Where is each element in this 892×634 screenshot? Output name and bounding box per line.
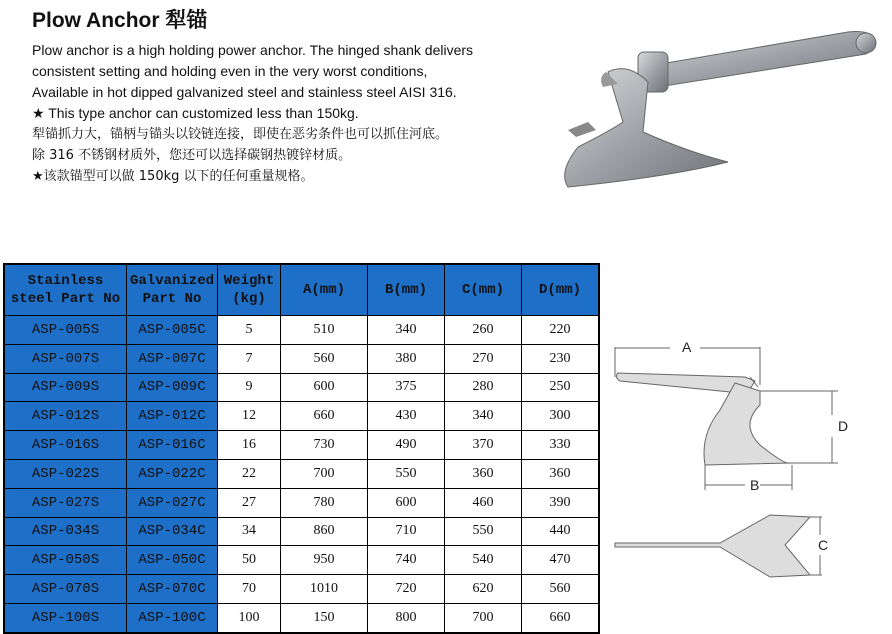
table-cell: 390 xyxy=(522,488,600,517)
dimension-diagram xyxy=(610,325,890,585)
table-cell: ASP-050S xyxy=(4,546,127,575)
table-cell: ASP-007S xyxy=(4,344,127,373)
header-weight: Weight (kg) xyxy=(218,264,281,316)
desc-cn-line-3: ★该款锚型可以做 150kg 以下的任何重量规格。 xyxy=(32,169,314,184)
table-header-row xyxy=(4,264,599,316)
table-cell: 9 xyxy=(218,373,281,402)
table-cell: 7 xyxy=(218,344,281,373)
page-title: Plow Anchor 犁锚 xyxy=(32,9,208,32)
table-cell: 280 xyxy=(445,373,522,402)
table-cell: 780 xyxy=(281,488,368,517)
table-cell: 270 xyxy=(445,344,522,373)
table-cell: 5 xyxy=(218,316,281,345)
table-cell: 490 xyxy=(368,431,445,460)
table-cell: ASP-027C xyxy=(127,488,218,517)
table-cell: 800 xyxy=(368,603,445,632)
table-cell: ASP-070S xyxy=(4,575,127,604)
description xyxy=(32,40,477,187)
table-cell: 440 xyxy=(522,517,600,546)
table-cell: 430 xyxy=(368,402,445,431)
table-row xyxy=(4,488,599,517)
anchor-photo xyxy=(548,12,888,192)
table-row xyxy=(4,344,599,373)
table-cell: 720 xyxy=(368,575,445,604)
table-cell: 340 xyxy=(368,316,445,345)
table-cell: 340 xyxy=(445,402,522,431)
header-a: A(mm) xyxy=(281,264,368,316)
table-cell: 560 xyxy=(522,575,600,604)
table-cell: ASP-070C xyxy=(127,575,218,604)
table-cell: 150 xyxy=(281,603,368,632)
header-stainless: Stainless steel Part No xyxy=(4,264,127,316)
table-cell: ASP-012C xyxy=(127,402,218,431)
table-cell: 950 xyxy=(281,546,368,575)
table-row xyxy=(4,316,599,345)
table-row xyxy=(4,459,599,488)
table-cell: 660 xyxy=(281,402,368,431)
table-cell: 50 xyxy=(218,546,281,575)
table-cell: ASP-007C xyxy=(127,344,218,373)
header-galvanized: Galvanized Part No xyxy=(127,264,218,316)
table-cell: 370 xyxy=(445,431,522,460)
table-cell: ASP-009C xyxy=(127,373,218,402)
table-cell: 16 xyxy=(218,431,281,460)
header-c: C(mm) xyxy=(445,264,522,316)
table-cell: 260 xyxy=(445,316,522,345)
table-row xyxy=(4,402,599,431)
table-cell: 620 xyxy=(445,575,522,604)
desc-cn-line-1: 犁锚抓力大，锚柄与锚头以铰链连接，即使在恶劣条件也可以抓住河底。 xyxy=(32,127,449,142)
table-cell: 22 xyxy=(218,459,281,488)
table-cell: ASP-022C xyxy=(127,459,218,488)
table-cell: 510 xyxy=(281,316,368,345)
table-cell: 700 xyxy=(445,603,522,632)
table-cell: ASP-012S xyxy=(4,402,127,431)
table-cell: ASP-100S xyxy=(4,603,127,632)
label-d: D xyxy=(838,418,849,434)
table-cell: ASP-100C xyxy=(127,603,218,632)
table-cell: 550 xyxy=(368,459,445,488)
desc-en-line-4: ★ This type anchor can customized less than 150kg. xyxy=(32,105,359,121)
header-d: D(mm) xyxy=(522,264,600,316)
label-c: C xyxy=(818,537,829,553)
table-cell: 860 xyxy=(281,517,368,546)
table-cell: 540 xyxy=(445,546,522,575)
table-cell: 600 xyxy=(368,488,445,517)
table-cell: 660 xyxy=(522,603,600,632)
table-cell: 550 xyxy=(445,517,522,546)
table-cell: 700 xyxy=(281,459,368,488)
table-row xyxy=(4,603,599,632)
table-cell: 27 xyxy=(218,488,281,517)
header-b: B(mm) xyxy=(368,264,445,316)
table-cell: 12 xyxy=(218,402,281,431)
table-cell: ASP-016C xyxy=(127,431,218,460)
table-row xyxy=(4,575,599,604)
table-cell: 375 xyxy=(368,373,445,402)
desc-cn-line-2: 除 316 不锈钢材质外，您还可以选择碳钢热镀锌材质。 xyxy=(32,148,352,163)
table-cell: 360 xyxy=(445,459,522,488)
table-row xyxy=(4,431,599,460)
desc-en-line-1: Plow anchor is a high holding power anchor. The hinged shank delivers xyxy=(32,42,474,58)
table-cell: 710 xyxy=(368,517,445,546)
table-cell: 100 xyxy=(218,603,281,632)
table-cell: 730 xyxy=(281,431,368,460)
table-cell: 470 xyxy=(522,546,600,575)
table-cell: 460 xyxy=(445,488,522,517)
table-cell: 70 xyxy=(218,575,281,604)
table-cell: 600 xyxy=(281,373,368,402)
table-cell: 300 xyxy=(522,402,600,431)
label-a: A xyxy=(682,339,692,355)
table-cell: 34 xyxy=(218,517,281,546)
table-cell: ASP-016S xyxy=(4,431,127,460)
table-cell: ASP-034S xyxy=(4,517,127,546)
table-cell: ASP-050C xyxy=(127,546,218,575)
table-cell: 1010 xyxy=(281,575,368,604)
table-cell: 360 xyxy=(522,459,600,488)
table-row xyxy=(4,517,599,546)
desc-en-line-2: consistent setting and holding even in the very worst conditions, xyxy=(32,63,428,79)
table-cell: 740 xyxy=(368,546,445,575)
table-cell: ASP-009S xyxy=(4,373,127,402)
table-row xyxy=(4,546,599,575)
table-cell: ASP-027S xyxy=(4,488,127,517)
spec-table xyxy=(3,263,600,634)
table-cell: 560 xyxy=(281,344,368,373)
table-cell: 220 xyxy=(522,316,600,345)
table-cell: ASP-005S xyxy=(4,316,127,345)
table-cell: ASP-034C xyxy=(127,517,218,546)
table-cell: 380 xyxy=(368,344,445,373)
label-b: B xyxy=(750,477,760,493)
table-cell: ASP-022S xyxy=(4,459,127,488)
table-cell: ASP-005C xyxy=(127,316,218,345)
table-row xyxy=(4,373,599,402)
table-cell: 330 xyxy=(522,431,600,460)
desc-en-line-3: Available in hot dipped galvanized steel and stainless steel AISI 316. xyxy=(32,84,457,100)
table-cell: 230 xyxy=(522,344,600,373)
table-cell: 250 xyxy=(522,373,600,402)
